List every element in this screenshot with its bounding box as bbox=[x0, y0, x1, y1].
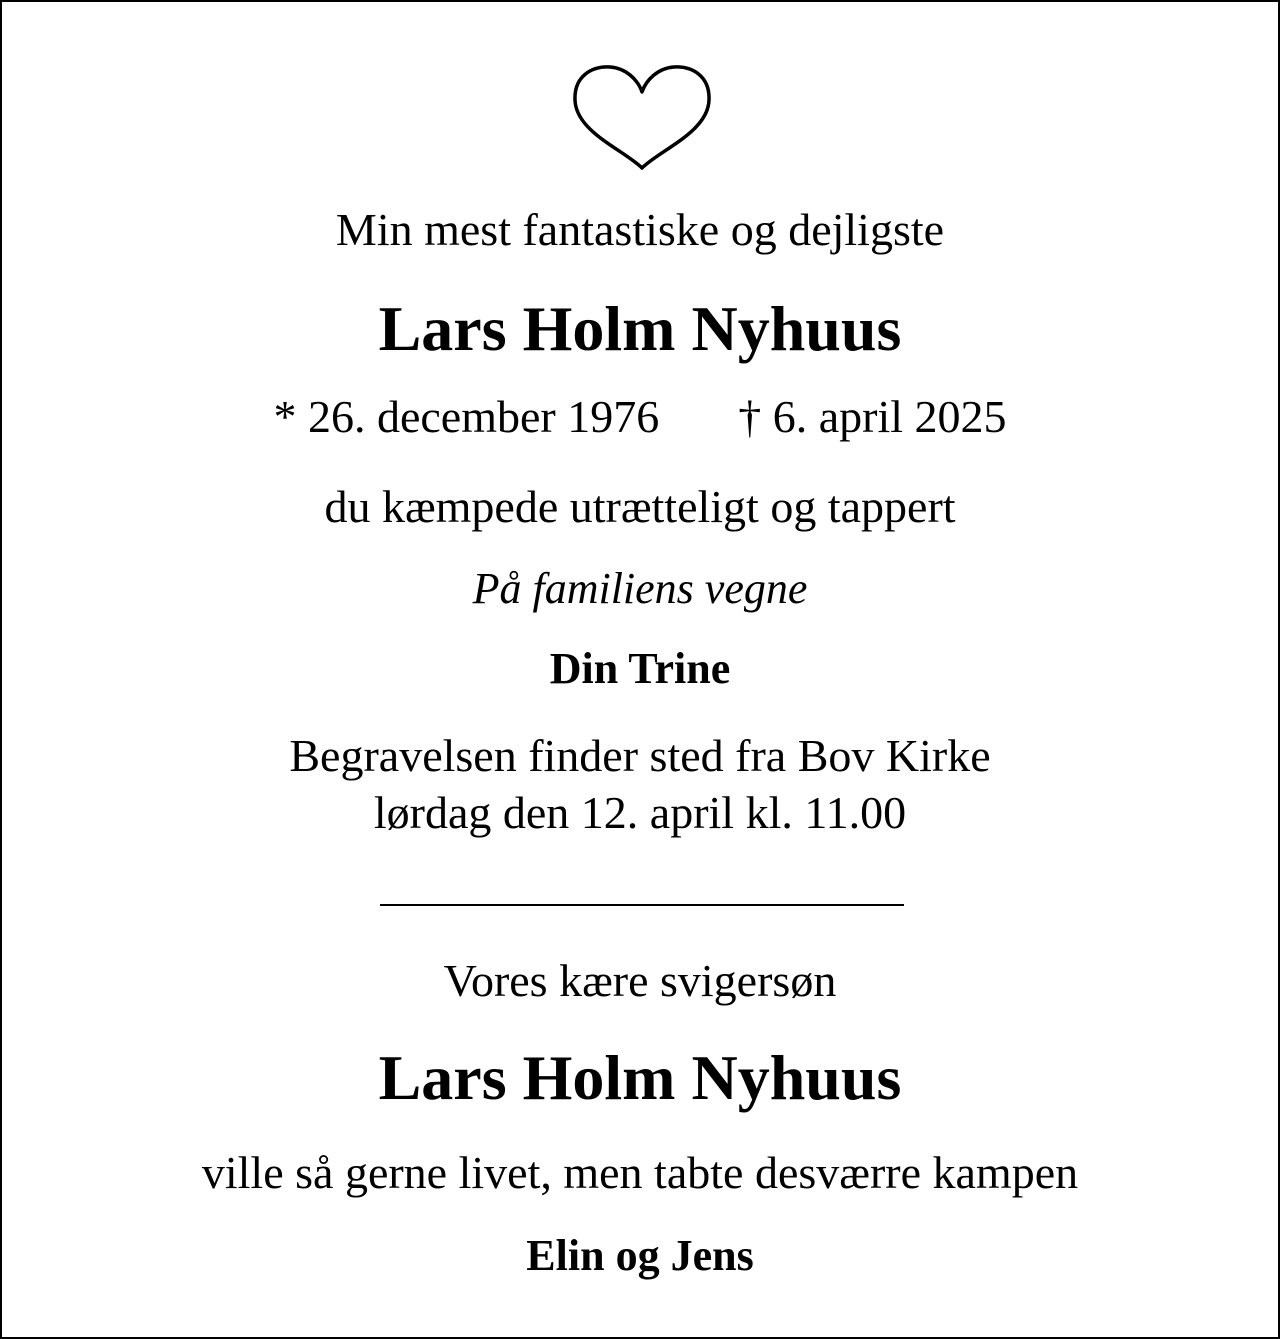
second-intro-text: Vores kære svigersøn bbox=[443, 955, 837, 1006]
life-dates bbox=[2, 391, 1278, 442]
second-deceased-name: Lars Holm Nyhuus bbox=[378, 1042, 902, 1113]
born-marker: * bbox=[273, 391, 297, 442]
second-tribute-line: ville så gerne livet, men tabte desværre kampen bbox=[201, 1147, 1079, 1198]
death-date: 6. april 2025 bbox=[772, 391, 1007, 442]
tribute-line: du kæmpede utrætteligt og tappert bbox=[324, 481, 956, 532]
died-marker: † bbox=[738, 391, 762, 442]
funeral-info-line-2: lørdag den 12. april kl. 11.00 bbox=[373, 787, 907, 838]
second-signature: Elin og Jens bbox=[526, 1231, 754, 1280]
funeral-info-line-1: Begravelsen finder sted fra Bov Kirke bbox=[289, 730, 991, 781]
on-behalf-line: På familiens vegne bbox=[472, 564, 808, 613]
heart-icon bbox=[570, 64, 714, 172]
signature: Din Trine bbox=[549, 644, 731, 693]
birth-date: 26. december 1976 bbox=[307, 391, 660, 442]
intro-text: Min mest fantastiske og dejligste bbox=[335, 204, 945, 255]
deceased-name: Lars Holm Nyhuus bbox=[378, 293, 902, 364]
divider-line bbox=[380, 904, 904, 906]
